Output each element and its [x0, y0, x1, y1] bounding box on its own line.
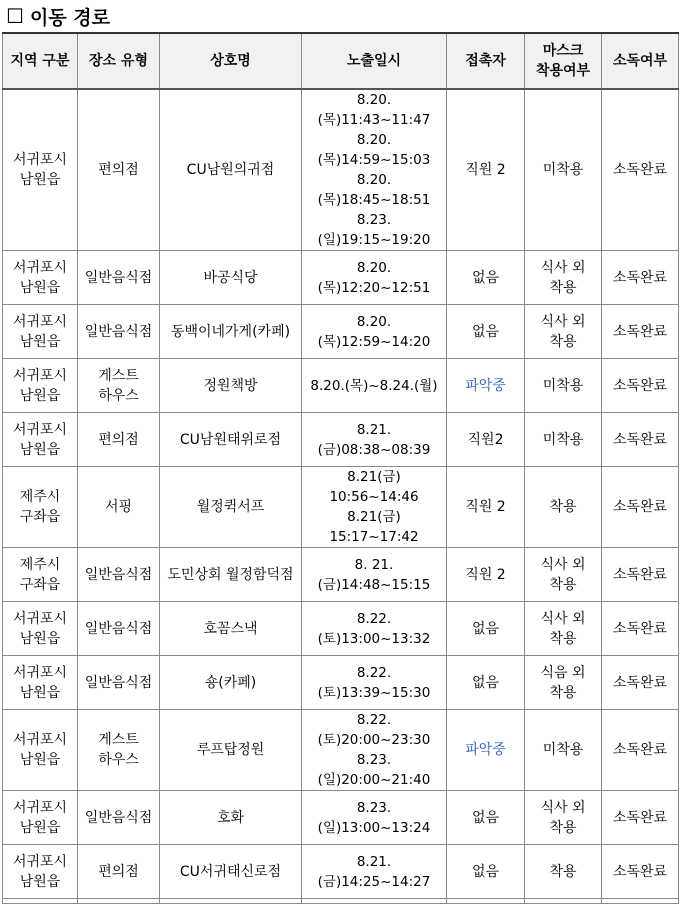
cell-contacts: 없음	[447, 602, 525, 656]
exposure-time-line: 8.22.(토)20:00~23:30	[317, 712, 431, 748]
cell-disinfection: 소독완료	[602, 845, 679, 899]
cell-mask: 착용	[525, 467, 602, 548]
exposure-time-line: 8.21.	[356, 421, 392, 438]
exposure-time-line: 8.20.(목)11:43~11:47	[317, 92, 431, 128]
cell-place-type: 일반음식점	[78, 251, 160, 305]
cell-exposure-time	[302, 845, 447, 899]
cell-exposure-time	[302, 305, 447, 359]
exposure-time-line: 8.20.(목)12:20~12:51	[317, 259, 431, 296]
cell-disinfection: 소독완료	[602, 710, 679, 791]
cell-exposure-time	[302, 791, 447, 845]
cell-mask: 미착용	[525, 359, 602, 413]
cell-region: 서귀포시 남원읍	[3, 845, 78, 899]
cell-disinfection: 소독완료	[602, 89, 679, 251]
cell-disinfection: 소독완료	[602, 467, 679, 548]
exposure-time-line: 8.23.(일)19:15~19:20	[317, 212, 431, 248]
movement-route-table	[2, 32, 679, 904]
exposure-time-line: 8. 21.(금)14:48~15:15	[317, 556, 431, 593]
cell-region: 서귀포시 남원읍	[3, 602, 78, 656]
cell-exposure-time	[302, 467, 447, 548]
cell-disinfection: 소독완료	[602, 656, 679, 710]
empty-cell	[602, 899, 679, 904]
checkbox-square-icon: ☐	[6, 4, 24, 28]
cell-contacts: 직원2	[447, 413, 525, 467]
empty-cell	[78, 899, 160, 904]
cell-contacts: 직원 2	[447, 467, 525, 548]
cell-disinfection: 소독완료	[602, 791, 679, 845]
cell-place-type: 게스트 하우스	[78, 710, 160, 791]
exposure-time-line: 8.21(금) 10:56~14:46	[329, 469, 419, 505]
cell-exposure-time	[302, 413, 447, 467]
cell-business-name: 동백이네가게(카페)	[160, 305, 302, 359]
cell-mask: 식사 외 착용	[525, 251, 602, 305]
table-header-row	[3, 33, 679, 89]
cell-contacts: 직원 2	[447, 89, 525, 251]
empty-cell	[160, 899, 302, 904]
cell-mask: 식사 외 착용	[525, 602, 602, 656]
cell-exposure-time	[302, 710, 447, 791]
cell-mask: 미착용	[525, 413, 602, 467]
cell-business-name: 루프탑정원	[160, 710, 302, 791]
cell-mask: 미착용	[525, 89, 602, 251]
exposure-time-line: 8.20.(목)18:45~18:51	[317, 172, 431, 208]
cell-business-name: 도민상회 월정함덕점	[160, 548, 302, 602]
section-title: 이동 경로	[29, 6, 110, 29]
cell-mask: 식사 외 착용	[525, 305, 602, 359]
exposure-time-line: 8.21.	[356, 853, 392, 870]
cell-place-type: 일반음식점	[78, 305, 160, 359]
cell-place-type: 서핑	[78, 467, 160, 548]
table-row	[3, 305, 679, 359]
cell-mask: 착용	[525, 845, 602, 899]
exposure-time-line: 8.22.(토)13:00~13:32	[317, 610, 431, 647]
header-disinfection: 소독여부	[602, 33, 679, 89]
table-row	[3, 413, 679, 467]
cell-place-type: 편의점	[78, 845, 160, 899]
cell-exposure-time	[302, 251, 447, 305]
header-mask: 마스크 착용여부	[525, 33, 602, 89]
cell-region: 서귀포시 남원읍	[3, 251, 78, 305]
cell-place-type: 일반음식점	[78, 602, 160, 656]
cell-region: 서귀포시 남원읍	[3, 305, 78, 359]
cell-contacts: 없음	[447, 791, 525, 845]
cell-contacts: 없음	[447, 251, 525, 305]
table-row	[3, 791, 679, 845]
table-row	[3, 710, 679, 791]
header-place-type: 장소 유형	[78, 33, 160, 89]
cell-exposure-time	[302, 89, 447, 251]
cell-region: 서귀포시 남원읍	[3, 359, 78, 413]
empty-cell	[447, 899, 525, 904]
empty-cell	[302, 899, 447, 904]
table-row-partial	[3, 899, 679, 904]
cell-business-name: CU서귀태신로점	[160, 845, 302, 899]
cell-contacts: 파악중	[447, 359, 525, 413]
cell-business-name: 바공식당	[160, 251, 302, 305]
table-row	[3, 656, 679, 710]
table-row	[3, 548, 679, 602]
cell-region: 서귀포시 남원읍	[3, 413, 78, 467]
cell-contacts: 직원 2	[447, 548, 525, 602]
cell-place-type: 편의점	[78, 413, 160, 467]
cell-region: 제주시 구좌읍	[3, 467, 78, 548]
cell-contacts: 없음	[447, 656, 525, 710]
cell-place-type: 게스트 하우스	[78, 359, 160, 413]
exposure-time-line: (금)14:25~14:27	[317, 873, 431, 890]
cell-business-name: 호화	[160, 791, 302, 845]
cell-place-type: 일반음식점	[78, 548, 160, 602]
cell-mask: 식음 외 착용	[525, 656, 602, 710]
cell-region: 서귀포시 남원읍	[3, 791, 78, 845]
exposure-time-line: 8.23.(일)20:00~21:40	[317, 752, 431, 788]
table-row	[3, 602, 679, 656]
cell-region: 서귀포시 남원읍	[3, 89, 78, 251]
cell-business-name: 숑(카페)	[160, 656, 302, 710]
exposure-time-line: (금)08:38~08:39	[317, 441, 431, 458]
header-contacts: 접촉자	[447, 33, 525, 89]
cell-disinfection: 소독완료	[602, 359, 679, 413]
cell-business-name: 월정퀵서프	[160, 467, 302, 548]
cell-disinfection: 소독완료	[602, 251, 679, 305]
cell-place-type: 일반음식점	[78, 791, 160, 845]
empty-cell	[525, 899, 602, 904]
header-region: 지역 구분	[3, 33, 78, 89]
cell-disinfection: 소독완료	[602, 305, 679, 359]
cell-region: 서귀포시 남원읍	[3, 656, 78, 710]
cell-contacts: 없음	[447, 305, 525, 359]
cell-exposure-time	[302, 548, 447, 602]
header-business-name: 상호명	[160, 33, 302, 89]
cell-contacts: 없음	[447, 845, 525, 899]
empty-cell	[3, 899, 78, 904]
cell-mask: 미착용	[525, 710, 602, 791]
cell-disinfection: 소독완료	[602, 602, 679, 656]
cell-place-type: 일반음식점	[78, 656, 160, 710]
cell-business-name: 정원책방	[160, 359, 302, 413]
table-row	[3, 467, 679, 548]
cell-exposure-time	[302, 656, 447, 710]
exposure-time-line: 8.21(금) 15:17~17:42	[329, 509, 419, 545]
cell-exposure-time	[302, 359, 447, 413]
header-exposure-time: 노출일시	[302, 33, 447, 89]
cell-mask: 식사 외 착용	[525, 548, 602, 602]
exposure-time-line: 8.20.(목)~8.24.(월)	[310, 377, 438, 394]
cell-business-name: 호꼼스낵	[160, 602, 302, 656]
cell-business-name: CU남원의귀점	[160, 89, 302, 251]
cell-mask: 식사 외 착용	[525, 791, 602, 845]
cell-contacts: 파악중	[447, 710, 525, 791]
exposure-time-line: 8.23.(일)13:00~13:24	[317, 799, 431, 836]
exposure-time-line: 8.20.(목)12:59~14:20	[317, 313, 431, 350]
exposure-time-line: 8.22.(토)13:39~15:30	[317, 664, 431, 701]
table-row	[3, 845, 679, 899]
cell-business-name: CU남원태위로점	[160, 413, 302, 467]
cell-disinfection: 소독완료	[602, 548, 679, 602]
cell-region: 제주시 구좌읍	[3, 548, 78, 602]
table-row	[3, 251, 679, 305]
table-row	[3, 359, 679, 413]
cell-region: 서귀포시 남원읍	[3, 710, 78, 791]
section-title-bar	[0, 0, 680, 32]
table-row	[3, 89, 679, 251]
exposure-time-line: 8.20.(목)14:59~15:03	[317, 132, 431, 168]
cell-exposure-time	[302, 602, 447, 656]
cell-place-type: 편의점	[78, 89, 160, 251]
cell-disinfection: 소독완료	[602, 413, 679, 467]
